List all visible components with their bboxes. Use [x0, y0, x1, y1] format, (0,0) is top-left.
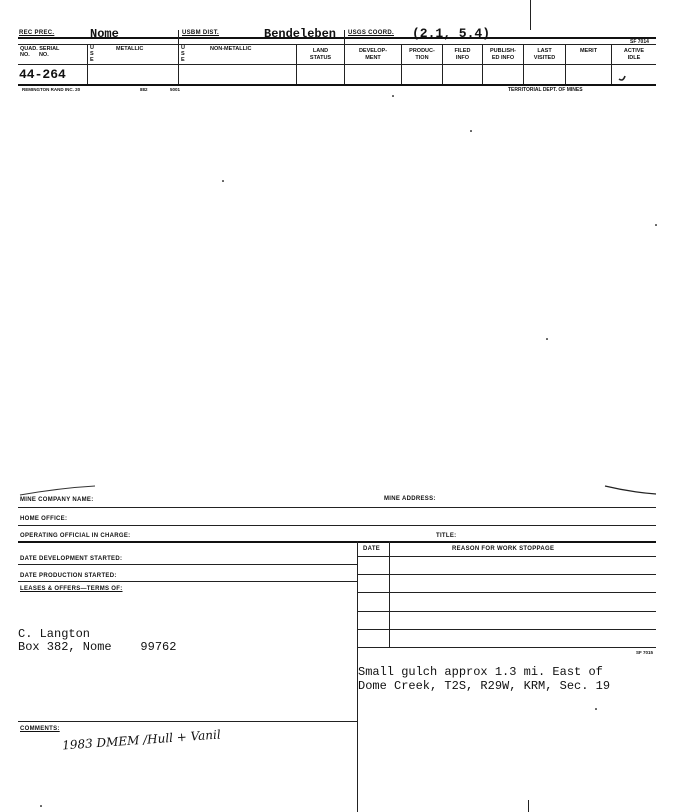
scan-speck: [595, 708, 597, 710]
rec-prec-value: Nome: [90, 27, 119, 41]
col-divider: [389, 541, 390, 647]
rule: [18, 507, 656, 508]
col-active-idle: ACTIVE IDLE: [623, 48, 645, 61]
nonmetallic-label: NON-METALLIC: [210, 46, 252, 52]
scan-speck: [470, 130, 472, 132]
col-merit: MERIT: [579, 48, 598, 54]
rule: [18, 721, 357, 722]
operating-official-label: OPERATING OFFICIAL IN CHARGE:: [20, 533, 131, 539]
col-land-status: LAND STATUS: [309, 48, 332, 61]
scan-speck: [222, 180, 224, 182]
use-letters-nonmetallic: U S E: [181, 45, 185, 63]
agency-name: TERRITORIAL DEPT. OF MINES: [508, 87, 583, 93]
form-number: SF 7015: [636, 650, 654, 655]
quad-serial-value: 44-264: [19, 67, 66, 82]
use-letters-metallic: U S E: [90, 45, 94, 63]
rule: [18, 525, 656, 526]
rule: [18, 44, 656, 45]
rule: [18, 581, 357, 582]
rule: [357, 647, 656, 648]
rule: [18, 64, 656, 65]
col-published-info: PUBLISH- ED INFO: [490, 48, 516, 61]
leases-offers-label: LEASES & OFFERS—TERMS OF:: [20, 586, 123, 592]
bottom-edge-mark: [528, 800, 529, 812]
usbm-dist-label: USBM DIST.: [182, 30, 220, 36]
form-number: SF 7014: [630, 39, 649, 45]
mine-address-label: MINE ADDRESS:: [384, 496, 436, 502]
col-divider: [178, 30, 179, 84]
check-mark-icon: [616, 70, 630, 84]
col-development: DEVELOP- MENT: [358, 48, 388, 61]
rule: [18, 541, 656, 543]
usbm-dist-value: Bendeleben: [264, 27, 337, 41]
rule: [357, 574, 656, 575]
rule: [357, 629, 656, 630]
location-description-line-2: Dome Creek, T2S, R29W, KRM, Sec. 19: [358, 679, 611, 693]
mine-company-label: MINE COMPANY NAME:: [20, 497, 94, 503]
card-edge: [0, 478, 678, 500]
rule: [357, 611, 656, 612]
usgs-coord-value: (2.1, 5.4): [412, 26, 491, 41]
owner-name: C. Langton: [18, 627, 91, 641]
quad-serial-label: QUAD. SERIAL: [20, 46, 60, 52]
date-development-label: DATE DEVELOPMENT STARTED:: [20, 556, 123, 562]
rule: [18, 84, 656, 86]
rec-prec-label: REC PREC.: [19, 30, 55, 36]
rule: [357, 592, 656, 593]
col-filed-info: FILED INFO: [454, 48, 471, 61]
col-last-visited: LAST VISITED: [533, 48, 556, 61]
comments-handwritten: 1983 DMEM /Hull + Vanil: [61, 727, 222, 753]
usgs-coord-label: USGS COORD.: [348, 30, 394, 36]
reason-column-header: REASON FOR WORK STOPPAGE: [452, 546, 555, 552]
owner-address: Box 382, Nome 99762: [18, 640, 177, 654]
col-production: PRODUC- TION: [409, 48, 435, 61]
no-label: NO. NO.: [20, 52, 49, 58]
scan-speck: [40, 805, 42, 807]
top-edge-mark: [530, 0, 531, 30]
printer-code: 5001: [170, 87, 181, 92]
col-divider: [87, 44, 88, 84]
comments-label: COMMENTS:: [20, 726, 60, 732]
date-column-header: DATE: [363, 546, 381, 552]
home-office-label: HOME OFFICE:: [20, 516, 68, 522]
rule: [357, 556, 656, 557]
printer-credit: REMINGTON RAND INC. 20: [22, 87, 81, 92]
scan-speck: [655, 224, 657, 226]
scan-speck: [546, 338, 548, 340]
printer-code: 882: [140, 87, 148, 92]
date-production-label: DATE PRODUCTION STARTED:: [20, 573, 117, 579]
location-description-line-1: Small gulch approx 1.3 mi. East of: [358, 665, 603, 679]
rule: [18, 564, 357, 565]
scan-speck: [392, 95, 394, 97]
title-label: TITLE:: [436, 533, 457, 539]
metallic-label: METALLIC: [116, 46, 144, 52]
